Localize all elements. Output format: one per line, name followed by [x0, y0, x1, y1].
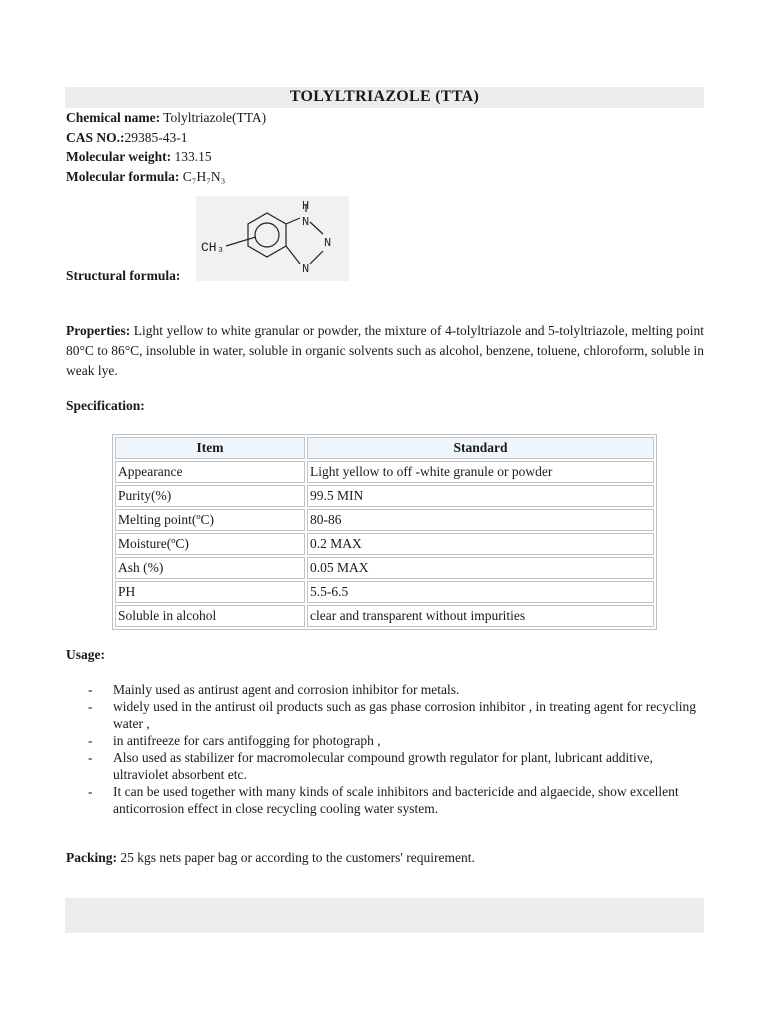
group-ch3: CH₃ — [201, 240, 225, 255]
chemical-name-field — [66, 108, 266, 127]
molecular-weight-field — [66, 147, 212, 166]
atom-n2: N — [324, 236, 332, 250]
list-item-text: in antifreeze for cars antifogging for photograph , — [113, 733, 381, 748]
list-dash: - — [88, 750, 93, 765]
cas-label: CAS NO.: — [66, 130, 125, 145]
structural-formula-image — [196, 196, 349, 281]
list-dash: - — [88, 682, 93, 697]
table-cell-item: Appearance — [115, 461, 305, 483]
table-row — [115, 485, 654, 507]
molecular-weight-value: 133.15 — [171, 149, 212, 164]
packing-text: 25 kgs nets paper bag or according to the customers' requirement. — [117, 850, 475, 865]
table-cell-standard: 99.5 MIN — [307, 485, 654, 507]
cas-value: 29385-43-1 — [124, 130, 188, 145]
table-cell-item: Moisture(ºC) — [115, 533, 305, 555]
chemical-name-label: Chemical name: — [66, 110, 161, 125]
atom-n1: N — [302, 215, 310, 229]
list-item-text: Mainly used as antirust agent and corrosion inhibitor for metals. — [113, 682, 460, 697]
packing-field — [66, 848, 475, 867]
table-row — [115, 461, 654, 483]
list-item — [88, 732, 704, 749]
molecular-formula-field — [66, 167, 225, 186]
specification-heading: Specification: — [66, 398, 145, 413]
list-dash: - — [88, 784, 93, 799]
footer-bar — [65, 898, 704, 933]
table-row — [115, 605, 654, 627]
document-title: TOLYLTRIAZOLE (TTA) — [289, 88, 480, 105]
table-cell-standard: 5.5-6.5 — [307, 581, 654, 603]
molecular-formula-value: C₇H₇N₃ — [179, 169, 226, 184]
molecular-formula-label: Molecular formula: — [66, 169, 180, 184]
structural-formula-label: Structural formula: — [66, 268, 181, 283]
list-item — [88, 783, 704, 817]
usage-heading: Usage: — [66, 647, 105, 662]
table-cell-standard: 0.05 MAX — [307, 557, 654, 579]
table-cell-item: Soluble in alcohol — [115, 605, 305, 627]
benzene-ring — [248, 213, 286, 257]
table-row — [115, 557, 654, 579]
table-row — [115, 533, 654, 555]
table-cell-standard: 0.2 MAX — [307, 533, 654, 555]
table-header-standard: Standard — [307, 437, 654, 459]
list-item — [88, 681, 704, 698]
list-item-text: widely used in the antirust oil products such as gas phase corrosion inhibitor , in treating agent for recycling water , — [113, 699, 696, 731]
packing-label: Packing: — [66, 850, 118, 865]
list-dash: - — [88, 733, 93, 748]
aromatic-circle — [255, 223, 279, 247]
list-item — [88, 749, 704, 783]
table-cell-item: Melting point(ºC) — [115, 509, 305, 531]
properties-label: Properties: — [66, 323, 131, 338]
table-row — [115, 581, 654, 603]
atom-n3: N — [302, 262, 310, 276]
table-row — [115, 509, 654, 531]
specification-table — [112, 434, 657, 630]
list-item — [88, 698, 704, 732]
table-cell-item: Purity(%) — [115, 485, 305, 507]
atom-h: H — [302, 199, 310, 213]
properties-text: Light yellow to white granular or powder, the mixture of 4-tolyltriazole and 5-tolyltriazole, melting point 80°C to 86°C, insoluble in water, soluble in organic solvents such as alcohol, benzene, toluene, chloroform, soluble in weak lye. — [66, 323, 704, 378]
table-cell-standard: 80-86 — [307, 509, 654, 531]
molecular-weight-label: Molecular weight: — [66, 149, 172, 164]
list-item-text: Also used as stabilizer for macromolecular compound growth regulator for plant, lubricant additive, ultraviolet absorbent etc. — [113, 750, 653, 782]
table-cell-item: PH — [115, 581, 305, 603]
table-cell-item: Ash (%) — [115, 557, 305, 579]
properties-paragraph — [66, 321, 704, 381]
cas-field — [66, 128, 188, 147]
chemical-name-value: Tolyltriazole(TTA) — [160, 110, 267, 125]
list-item-text: It can be used together with many kinds of scale inhibitors and bactericide and algaecide, show excellent anticorrosion effect in close recycling cooling water system. — [113, 784, 679, 816]
table-header-row — [115, 437, 654, 459]
table-header-item: Item — [115, 437, 305, 459]
list-dash: - — [88, 699, 93, 714]
table-cell-standard: Light yellow to off -white granule or powder — [307, 461, 654, 483]
table-cell-standard: clear and transparent without impurities — [307, 605, 654, 627]
usage-list — [88, 681, 704, 817]
